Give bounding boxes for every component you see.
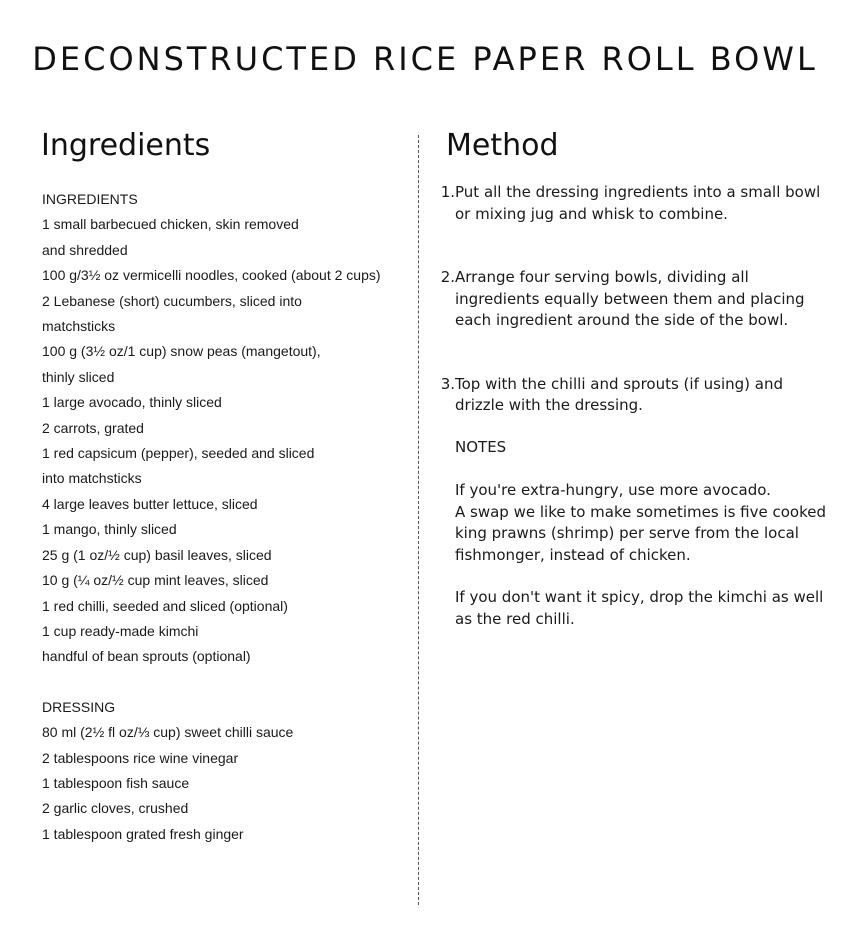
ingredient-line: thinly sliced [42,368,115,385]
ingredient-line: into matchsticks [42,470,142,487]
ingredients-list [42,187,412,847]
method-step [440,374,835,417]
method-step [440,182,835,225]
column-divider [418,135,419,905]
note-text: If you're extra-hungry, use more avocado. [455,481,771,499]
method-step [440,267,835,332]
page-title: DECONSTRUCTED RICE PAPER ROLL BOWL [32,40,818,78]
note-text: If you don't want it spicy, drop the kimchi as well as the red chilli. [455,588,824,628]
ingredient-line: 1 large avocado, thinly sliced [42,394,222,411]
ingredient-line: 100 g (3½ oz/1 cup) snow peas (mangetout), [42,343,321,360]
ingredient-line: 2 carrots, grated [42,419,144,436]
ingredient-line: 25 g (1 oz/½ cup) basil leaves, sliced [42,546,272,563]
ingredient-line: handful of bean sprouts (optional) [42,648,251,665]
ingredients-heading: Ingredients [41,128,211,163]
step-number: 3. [440,374,455,393]
step-number: 1. [440,183,455,201]
ingredient-line: 4 large leaves butter lettuce, sliced [42,495,258,512]
ingredients-subheading: INGREDIENTS [42,191,138,207]
method-heading: Method [446,128,559,163]
step-number: 2. [440,268,455,286]
section-gap [42,670,412,695]
ingredient-line: matchsticks [42,318,116,335]
ingredient-line: 100 g/3½ oz vermicelli noodles, cooked (about 2 cups) [42,267,381,284]
step-text: Put all the dressing ingredients into a small bowl or mixing jug and whisk to combine. [455,183,821,223]
step-text: Arrange four serving bowls, dividing all ingredients equally between them and placing each ingredient around the side of the bowl. [455,268,805,329]
dressing-subheading: DRESSING [42,698,116,715]
ingredient-line: 1 red chilli, seeded and sliced (optional) [42,597,288,614]
notes-gap [455,566,835,587]
ingredient-line: 10 g (¼ oz/½ cup mint leaves, sliced [42,572,269,589]
ingredient-line: 1 red capsicum (pepper), seeded and sliced [42,445,315,462]
dressing-line: 1 tablespoon fish sauce [42,774,190,791]
ingredient-line: 2 Lebanese (short) cucumbers, sliced into [42,292,302,309]
step-text: Top with the chilli and sprouts (if using) and drizzle with the dressing. [455,374,783,414]
dressing-line: 2 tablespoons rice wine vinegar [42,749,239,766]
dressing-line: 2 garlic cloves, crushed [42,800,189,817]
ingredient-line: 1 cup ready-made kimchi [42,622,199,639]
note-text: A swap we like to make sometimes is five cooked king prawns (shrimp) per serve from the local fishmonger, instead of chicken. [455,502,827,564]
ingredient-line: 1 mango, thinly sliced [42,521,177,538]
notes-heading: NOTES [455,437,507,456]
ingredient-line: and shredded [42,241,128,258]
dressing-line: 1 tablespoon grated fresh ginger [42,825,244,842]
notes-section [455,437,835,631]
method-section [440,182,835,630]
dressing-line: 80 ml (2½ fl oz/⅓ cup) sweet chilli sauce [42,724,294,741]
ingredient-line: 1 small barbecued chicken, skin removed [42,216,299,233]
